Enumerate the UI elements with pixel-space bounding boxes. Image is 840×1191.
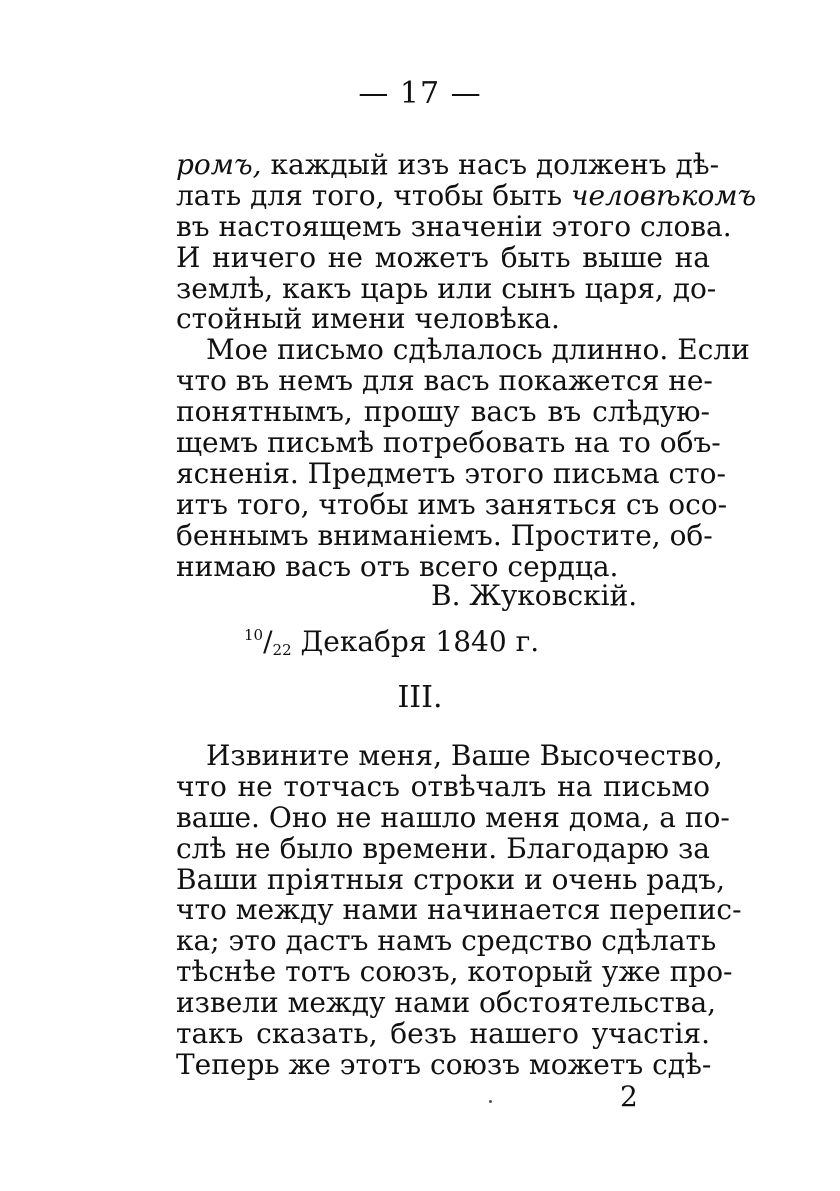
letter-three-body (176, 739, 742, 1081)
text-line: тѣснѣе тотъ союзъ, который уже про- (176, 955, 733, 989)
print-speck (489, 1100, 492, 1103)
text-line: стойный имени человѣка. (176, 302, 560, 336)
text-line: ваше. Оно не нашло меня дома, а по- (176, 800, 730, 834)
text-line: беннымъ вниманіемъ. Простите, об- (176, 518, 713, 552)
date-text: Декабря 1840 г. (300, 625, 540, 658)
text-line: И ничего не можетъ быть выше на (176, 240, 710, 274)
text-line: щемъ письмѣ потребовать на то объ- (176, 426, 721, 460)
italic-word: ромъ, (176, 148, 262, 181)
text-line: такъ сказать, безъ нашего участія. (176, 1017, 710, 1051)
page-number: — 17 — (358, 76, 482, 111)
letter-heading: III. (397, 680, 443, 715)
text-line: что не тотчасъ отвѣчалъ на письмо (176, 769, 710, 803)
text-line: Мое письмо сдѣлалось длинно. Если (206, 333, 750, 367)
text-line: ясненія. Предметъ этого письма сто- (176, 456, 726, 490)
text-line: лать для того, чтобы быть человѣкомъ (176, 178, 757, 212)
text-line: понятнымъ, прошу васъ въ слѣдую- (176, 395, 710, 429)
text-line: что въ немъ для васъ покажется не- (176, 364, 713, 398)
date-day-new-style: 22 (272, 641, 292, 659)
letter-date: $^{10}$/22 Декабря 1840 г. (244, 625, 540, 659)
text-line: Ваши пріятныя строки и очень радъ, (176, 862, 725, 896)
text-line: что между нами начинается перепис- (176, 893, 742, 927)
text-line: въ настоящемъ значеніи этого слова. (176, 209, 732, 243)
text-line: итъ того, чтобы имъ заняться съ осо- (176, 487, 728, 521)
author-signature: В. Жуковскій. (431, 579, 638, 612)
date-day-old-style: 10 (244, 626, 264, 644)
text-line: ка; это дастъ намъ средство сдѣлать (176, 924, 717, 958)
letter-continuation (176, 148, 757, 583)
text-line: Теперь же этотъ союзъ можетъ сдѣ- (176, 1047, 712, 1081)
signature-mark: 2 (620, 1080, 638, 1113)
text-line: землѣ, какъ царь или сынъ царя, до- (176, 271, 717, 305)
text-line: ромъ, каждый изъ насъ долженъ дѣ- (176, 148, 720, 181)
text-line: нимаю васъ отъ всего сердца. (176, 549, 619, 583)
text-line: извели между нами обстоятельства, (176, 986, 717, 1020)
text-line: Извините меня, Ваше Высочество, (206, 739, 723, 772)
text-line: слѣ не было времени. Благодарю за (176, 831, 710, 865)
italic-word: человѣкомъ (571, 178, 757, 212)
